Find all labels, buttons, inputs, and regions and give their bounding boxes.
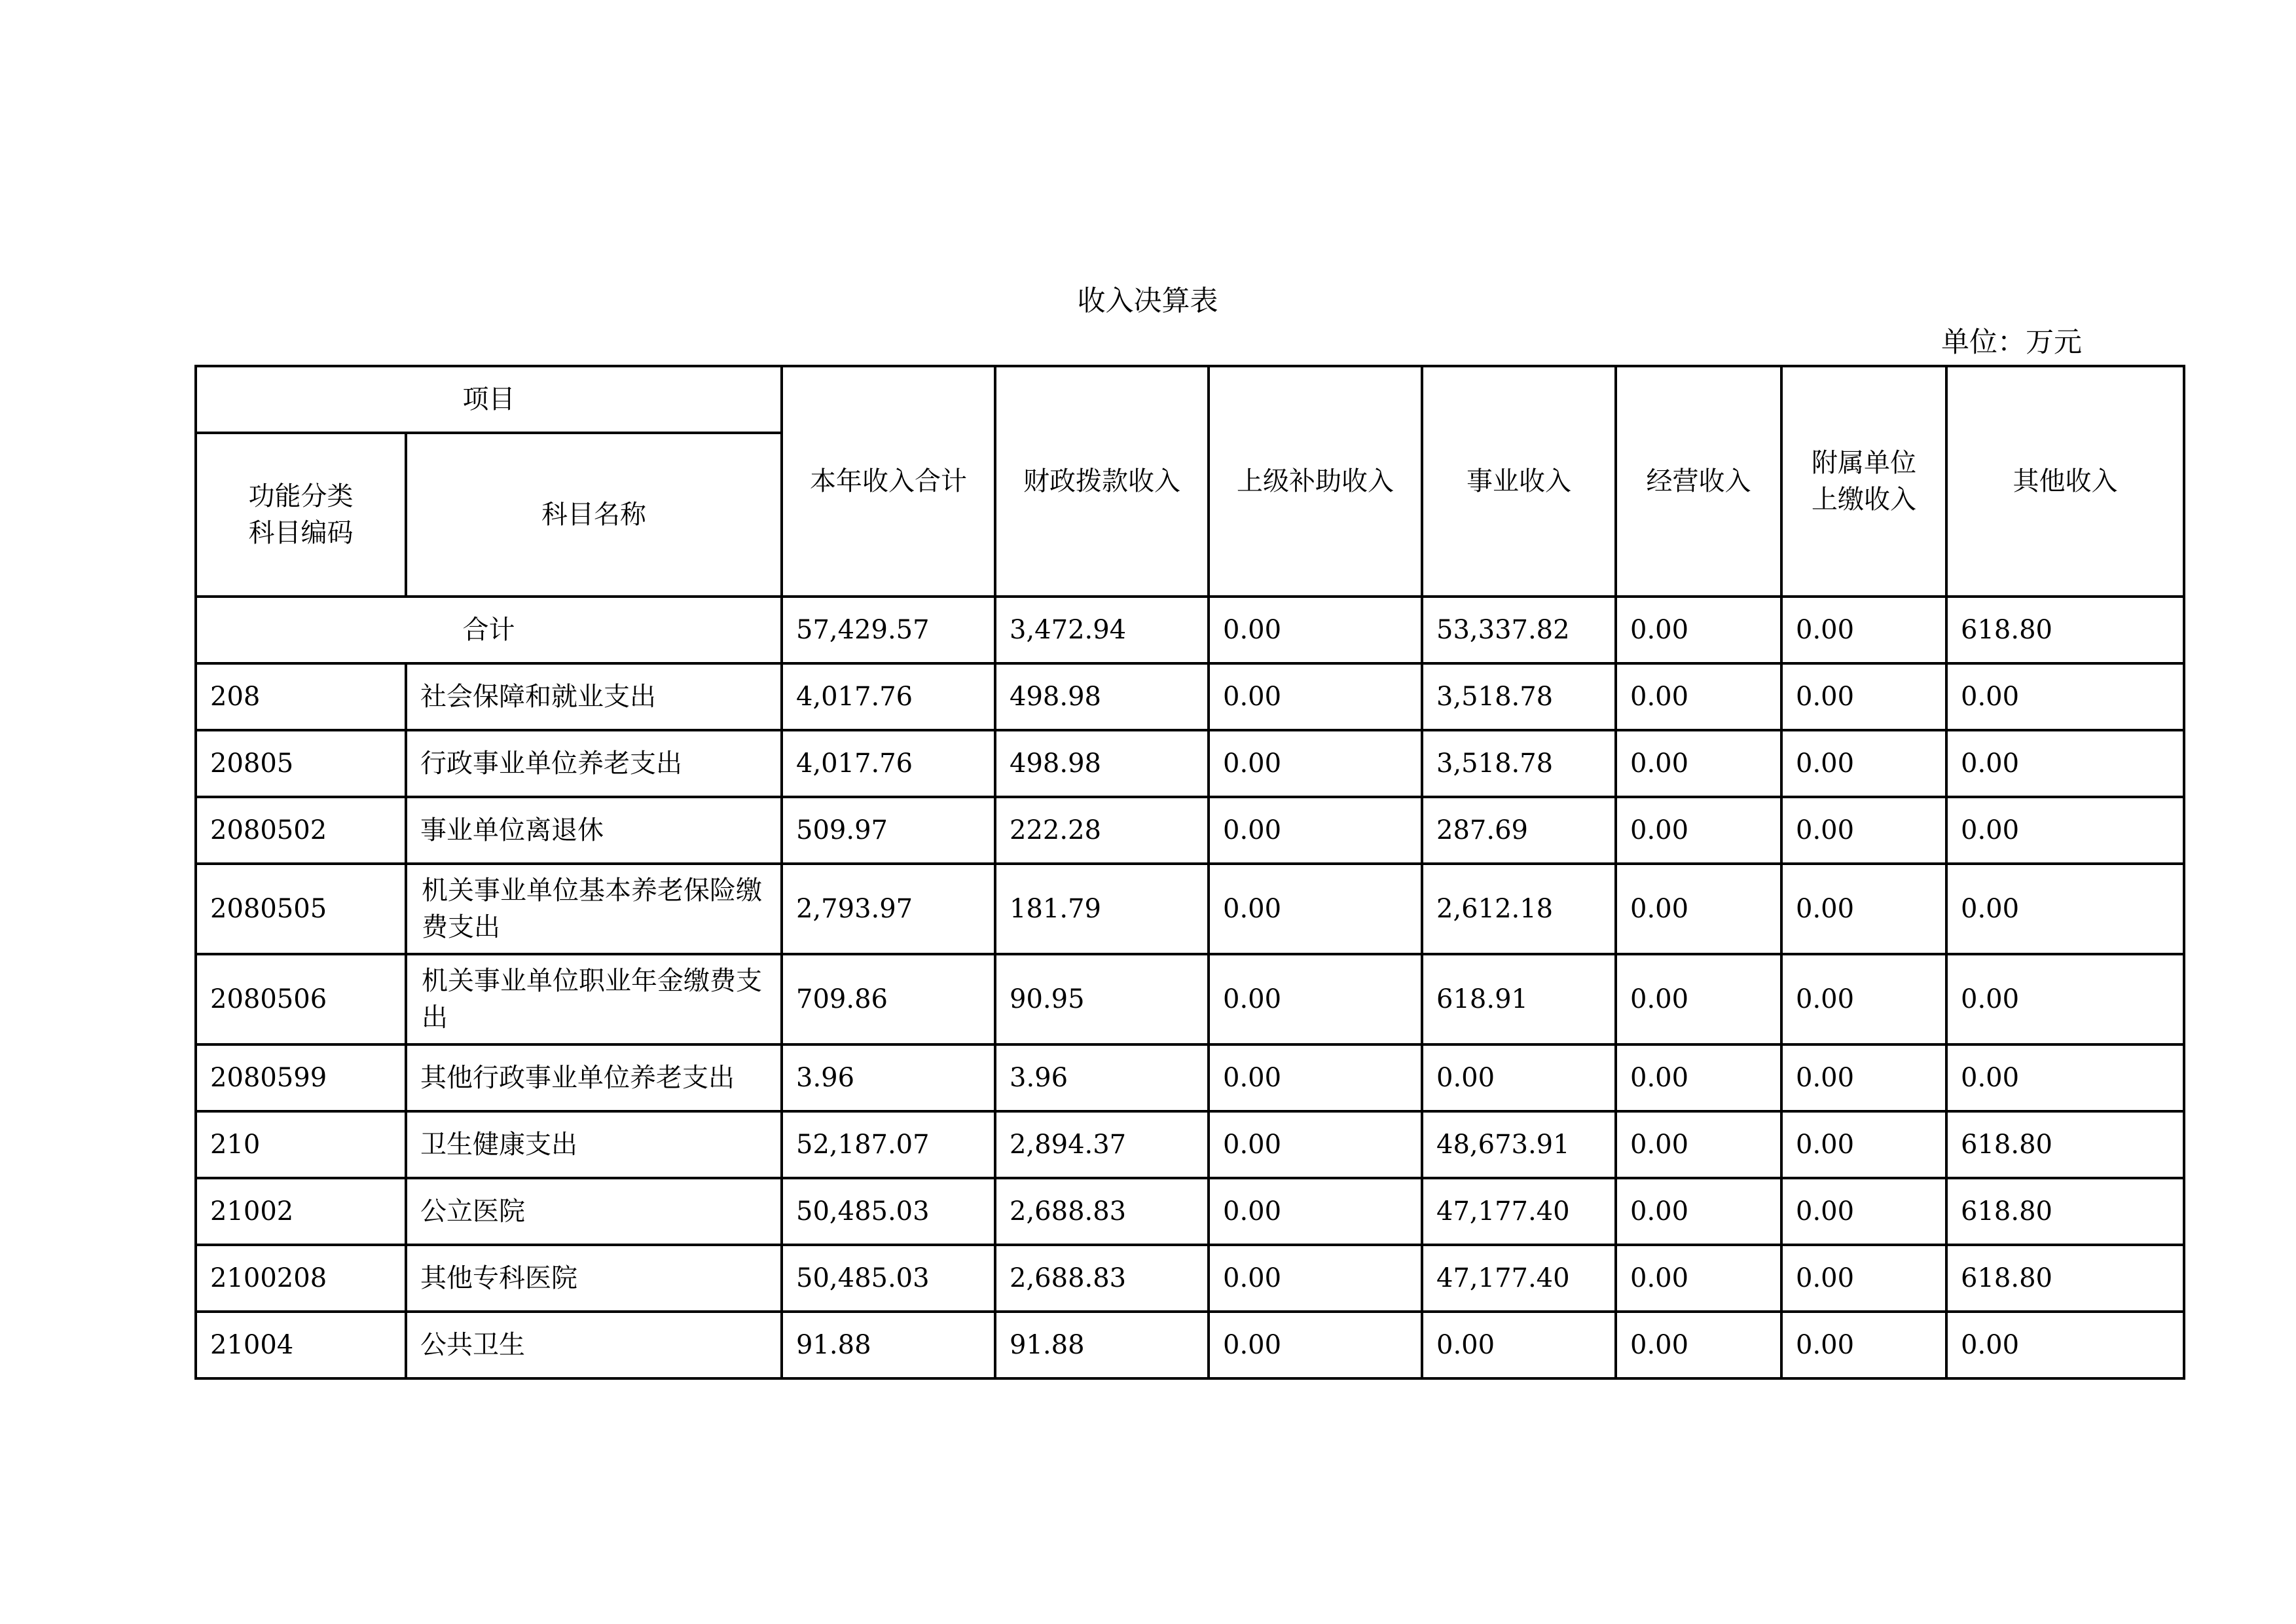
- cell-affiliate: 0.00: [1781, 1245, 1946, 1312]
- table-row: [196, 954, 2184, 1044]
- cell-total: 709.86: [782, 954, 995, 1044]
- cell-business: 2,612.18: [1422, 864, 1616, 954]
- cell-fiscal: 90.95: [995, 954, 1209, 1044]
- cell-affiliate: 0.00: [1781, 954, 1946, 1044]
- cell-business: 0.00: [1422, 1044, 1616, 1111]
- cell-superior: 0.00: [1209, 797, 1422, 864]
- header-total: 本年收入合计: [782, 366, 995, 597]
- cell-business: 3,518.78: [1422, 730, 1616, 797]
- header-business: 事业收入: [1422, 366, 1616, 597]
- cell-fiscal: 91.88: [995, 1312, 1209, 1378]
- cell-superior: 0.00: [1209, 1312, 1422, 1378]
- cell-fiscal: 181.79: [995, 864, 1209, 954]
- cell-affiliate: 0.00: [1781, 1044, 1946, 1111]
- cell-business: 3,518.78: [1422, 663, 1616, 730]
- cell-affiliate: 0.00: [1781, 663, 1946, 730]
- cell-operating: 0.00: [1616, 1312, 1781, 1378]
- cell-code: 21004: [196, 1312, 406, 1378]
- cell-code: 2100208: [196, 1245, 406, 1312]
- cell-name: 社会保障和就业支出: [406, 663, 782, 730]
- cell-business: 287.69: [1422, 797, 1616, 864]
- header-superior: 上级补助收入: [1209, 366, 1422, 597]
- cell-name: 其他专科医院: [406, 1245, 782, 1312]
- cell-fiscal: 498.98: [995, 663, 1209, 730]
- cell-operating: 0.00: [1616, 1111, 1781, 1178]
- summary-business: 53,337.82: [1422, 597, 1616, 663]
- cell-fiscal: 2,894.37: [995, 1111, 1209, 1178]
- cell-total: 4,017.76: [782, 663, 995, 730]
- cell-name: 机关事业单位职业年金缴费支出: [406, 954, 782, 1044]
- cell-other: 618.80: [1946, 1245, 2184, 1312]
- cell-operating: 0.00: [1616, 954, 1781, 1044]
- header-code: [196, 433, 406, 597]
- cell-other: 618.80: [1946, 1111, 2184, 1178]
- cell-total: 509.97: [782, 797, 995, 864]
- summary-total: 57,429.57: [782, 597, 995, 663]
- cell-business: 47,177.40: [1422, 1178, 1616, 1245]
- cell-code: 210: [196, 1111, 406, 1178]
- cell-superior: 0.00: [1209, 730, 1422, 797]
- cell-business: 47,177.40: [1422, 1245, 1616, 1312]
- cell-operating: 0.00: [1616, 1245, 1781, 1312]
- cell-name: 公立医院: [406, 1178, 782, 1245]
- summary-label: 合计: [196, 597, 782, 663]
- cell-affiliate: 0.00: [1781, 730, 1946, 797]
- cell-total: 2,793.97: [782, 864, 995, 954]
- cell-affiliate: 0.00: [1781, 1178, 1946, 1245]
- cell-fiscal: 2,688.83: [995, 1178, 1209, 1245]
- header-affiliate-line1: 附属单位: [1812, 448, 1916, 478]
- cell-code: 2080505: [196, 864, 406, 954]
- cell-fiscal: 498.98: [995, 730, 1209, 797]
- cell-business: 0.00: [1422, 1312, 1616, 1378]
- cell-operating: 0.00: [1616, 797, 1781, 864]
- summary-operating: 0.00: [1616, 597, 1781, 663]
- cell-other: 618.80: [1946, 1178, 2184, 1245]
- summary-superior: 0.00: [1209, 597, 1422, 663]
- header-name: 科目名称: [406, 433, 782, 597]
- cell-superior: 0.00: [1209, 1178, 1422, 1245]
- table-row: [196, 663, 2184, 730]
- cell-code: 2080502: [196, 797, 406, 864]
- cell-code: 2080506: [196, 954, 406, 1044]
- cell-code: 208: [196, 663, 406, 730]
- cell-other: 0.00: [1946, 1312, 2184, 1378]
- cell-name: 机关事业单位基本养老保险缴费支出: [406, 864, 782, 954]
- cell-other: 0.00: [1946, 797, 2184, 864]
- cell-fiscal: 222.28: [995, 797, 1209, 864]
- cell-superior: 0.00: [1209, 1111, 1422, 1178]
- table-row: [196, 864, 2184, 954]
- summary-row: [196, 597, 2184, 663]
- table-row: [196, 797, 2184, 864]
- table-row: [196, 1178, 2184, 1245]
- cell-name: 事业单位离退休: [406, 797, 782, 864]
- cell-total: 91.88: [782, 1312, 995, 1378]
- header-row-top: [196, 366, 2184, 433]
- header-fiscal: 财政拨款收入: [995, 366, 1209, 597]
- table-row: [196, 1111, 2184, 1178]
- table-row: [196, 1044, 2184, 1111]
- cell-operating: 0.00: [1616, 663, 1781, 730]
- cell-other: 0.00: [1946, 954, 2184, 1044]
- cell-code: 21002: [196, 1178, 406, 1245]
- cell-fiscal: 3.96: [995, 1044, 1209, 1111]
- cell-business: 48,673.91: [1422, 1111, 1616, 1178]
- header-affiliate-line2: 上缴收入: [1812, 485, 1916, 515]
- cell-other: 0.00: [1946, 864, 2184, 954]
- cell-superior: 0.00: [1209, 1044, 1422, 1111]
- income-table: [194, 365, 2185, 1380]
- cell-total: 50,485.03: [782, 1178, 995, 1245]
- header-code-line2: 科目编码: [248, 518, 354, 548]
- cell-code: 2080599: [196, 1044, 406, 1111]
- cell-total: 52,187.07: [782, 1111, 995, 1178]
- cell-superior: 0.00: [1209, 663, 1422, 730]
- cell-affiliate: 0.00: [1781, 797, 1946, 864]
- unit-label: 单位：万元: [1941, 326, 2082, 359]
- cell-name: 其他行政事业单位养老支出: [406, 1044, 782, 1111]
- cell-operating: 0.00: [1616, 1178, 1781, 1245]
- summary-other: 618.80: [1946, 597, 2184, 663]
- cell-superior: 0.00: [1209, 864, 1422, 954]
- cell-name: 公共卫生: [406, 1312, 782, 1378]
- header-other: 其他收入: [1946, 366, 2184, 597]
- cell-fiscal: 2,688.83: [995, 1245, 1209, 1312]
- cell-operating: 0.00: [1616, 730, 1781, 797]
- cell-superior: 0.00: [1209, 1245, 1422, 1312]
- cell-name: 卫生健康支出: [406, 1111, 782, 1178]
- table-row: [196, 1245, 2184, 1312]
- cell-total: 50,485.03: [782, 1245, 995, 1312]
- cell-affiliate: 0.00: [1781, 1111, 1946, 1178]
- cell-operating: 0.00: [1616, 864, 1781, 954]
- header-code-line1: 功能分类: [248, 481, 354, 511]
- cell-affiliate: 0.00: [1781, 1312, 1946, 1378]
- header-project: 项目: [196, 366, 782, 433]
- cell-other: 0.00: [1946, 1044, 2184, 1111]
- cell-name: 行政事业单位养老支出: [406, 730, 782, 797]
- cell-total: 4,017.76: [782, 730, 995, 797]
- cell-operating: 0.00: [1616, 1044, 1781, 1111]
- cell-other: 0.00: [1946, 663, 2184, 730]
- cell-affiliate: 0.00: [1781, 864, 1946, 954]
- cell-other: 0.00: [1946, 730, 2184, 797]
- cell-superior: 0.00: [1209, 954, 1422, 1044]
- page-title: 收入决算表: [1077, 285, 1218, 318]
- cell-code: 20805: [196, 730, 406, 797]
- table-row: [196, 730, 2184, 797]
- summary-fiscal: 3,472.94: [995, 597, 1209, 663]
- header-operating: 经营收入: [1616, 366, 1781, 597]
- header-affiliate: [1781, 366, 1946, 597]
- summary-affiliate: 0.00: [1781, 597, 1946, 663]
- cell-business: 618.91: [1422, 954, 1616, 1044]
- cell-total: 3.96: [782, 1044, 995, 1111]
- table-row: [196, 1312, 2184, 1378]
